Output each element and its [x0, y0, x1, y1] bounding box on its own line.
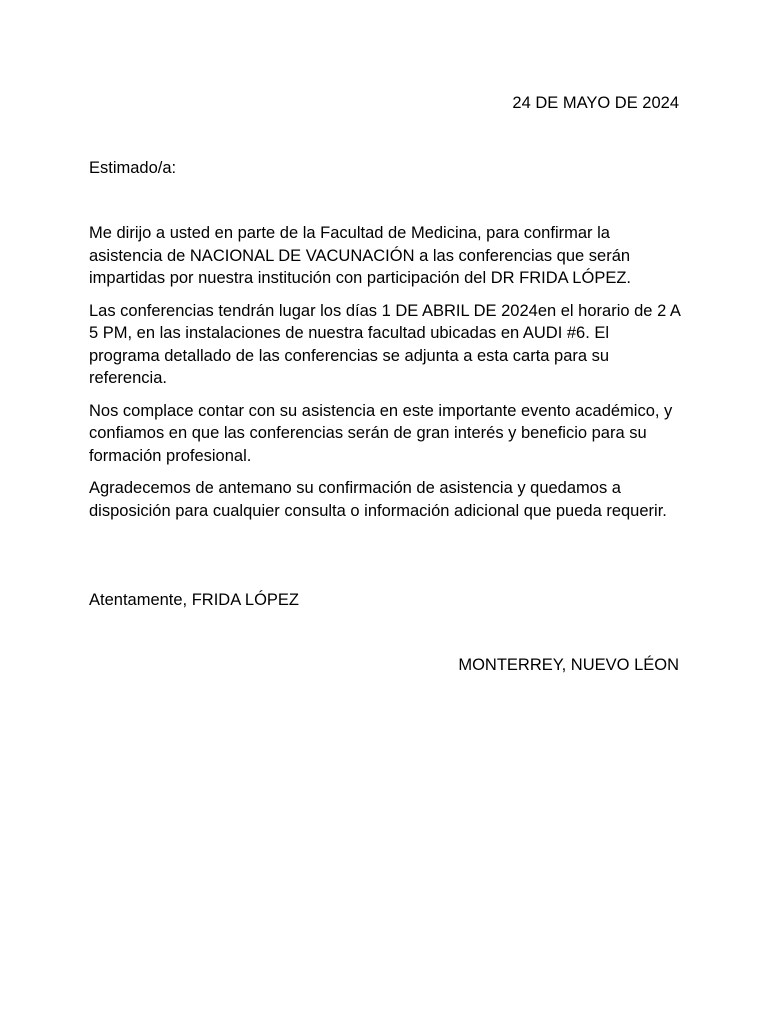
paragraph-schedule: Las conferencias tendrán lugar los días 1 DE ABRIL DE 2024en el horario de 2 A 5 PM, en las instalaciones de nuestra facultad ubicadas en AUDI #6. El programa detallado de las conferencias se adjunta a esta carta para su referencia. [89, 301, 681, 387]
letter-closing: Atentamente, FRIDA LÓPEZ [89, 591, 300, 609]
letter-place: MONTERREY, NUEVO LÉON [458, 656, 679, 674]
paragraph-thanks: Agradecemos de antemano su confirmación de asistencia y quedamos a disposición para cualquier consulta o información adicional que pueda requerir. [89, 479, 667, 520]
letter-body [89, 222, 681, 532]
letter-greeting: Estimado/a: [89, 159, 177, 177]
paragraph-confirmation: Me dirijo a usted en parte de la Facultad de Medicina, para confirmar la asistencia de NACIONAL DE VACUNACIÓN a las conferencias que serán impartidas por nuestra institución con participación del DR FRIDA LÓPEZ. [89, 224, 631, 287]
paragraph-interest: Nos complace contar con su asistencia en este importante evento académico, y confiamos en que las conferencias serán de gran interés y beneficio para su formación profesional. [89, 401, 673, 465]
letter-date: 24 DE MAYO DE 2024 [512, 94, 679, 112]
